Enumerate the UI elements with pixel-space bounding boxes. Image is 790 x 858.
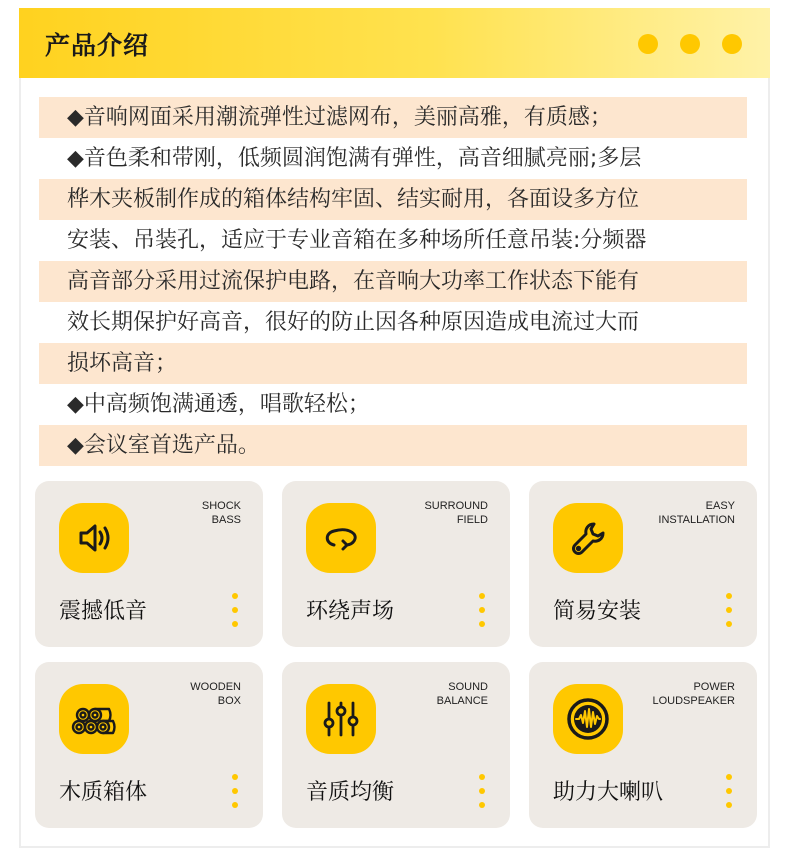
feature-en-line: SURROUND — [424, 500, 488, 512]
feature-en-line: EASY — [705, 500, 735, 512]
feature-en-label — [378, 680, 488, 708]
description-line: 桦木夹板制作成的箱体结构牢固、结实耐用，各面设多方位 — [39, 179, 747, 220]
decor-dot — [680, 34, 700, 54]
description-line: 损坏高音； — [39, 343, 747, 384]
more-options-icon[interactable] — [725, 593, 733, 627]
feature-card-shock-bass — [35, 481, 263, 647]
feature-card-power-loudspeaker — [529, 662, 757, 828]
equalizer-sliders-icon — [306, 684, 376, 754]
feature-card-sound-balance — [282, 662, 510, 828]
feature-cn-label: 助力大喇叭 — [553, 780, 664, 805]
section-title: 产品介绍 — [45, 31, 150, 60]
description-line: 效长期保护好高音，很好的防止因各种原因造成电流过大而 — [67, 310, 640, 335]
feature-en-line: BOX — [217, 695, 241, 707]
feature-en-label — [378, 499, 488, 527]
header-dots — [638, 34, 742, 54]
decor-dot — [638, 34, 658, 54]
description-line: 安装、吊装孔，适应于专业音箱在多种场所任意吊装:分频器 — [67, 228, 647, 253]
description-line: ◆音响网面采用潮流弹性过滤网布，美丽高雅，有质感； — [39, 97, 747, 138]
loudspeaker-wave-icon — [553, 684, 623, 754]
description-line: ◆音色柔和带刚，低频圆润饱满有弹性，高音细腻亮丽;多层 — [67, 146, 642, 171]
feature-en-label — [625, 680, 735, 708]
feature-cn-label: 环绕声场 — [306, 599, 395, 624]
feature-en-label — [625, 499, 735, 527]
description-line: ◆会议室首选产品。 — [39, 425, 747, 466]
product-description — [39, 97, 747, 466]
description-line: 高音部分采用过流保护电路，在音响大功率工作状态下能有 — [39, 261, 747, 302]
decor-dot — [722, 34, 742, 54]
more-options-icon[interactable] — [478, 593, 486, 627]
feature-en-label — [131, 680, 241, 708]
more-options-icon[interactable] — [725, 774, 733, 808]
feature-en-line: LOUDSPEAKER — [652, 695, 735, 707]
wrench-icon — [553, 503, 623, 573]
feature-en-line: FIELD — [456, 514, 488, 526]
feature-card-wooden-box — [35, 662, 263, 828]
wood-logs-icon — [59, 684, 129, 754]
feature-en-line: INSTALLATION — [658, 514, 735, 526]
feature-en-line: BALANCE — [436, 695, 488, 707]
speaker-sound-icon — [59, 503, 129, 573]
feature-en-label — [131, 499, 241, 527]
feature-card-surround-field — [282, 481, 510, 647]
feature-cn-label: 音质均衡 — [306, 780, 395, 805]
feature-card-easy-installation — [529, 481, 757, 647]
section-header — [19, 8, 770, 78]
feature-en-line: WOODEN — [190, 681, 241, 693]
more-options-icon[interactable] — [231, 774, 239, 808]
feature-cn-label: 震撼低音 — [59, 599, 148, 624]
feature-en-line: SHOCK — [201, 500, 241, 512]
description-line: ◆中高频饱满通透，唱歌轻松； — [67, 392, 370, 417]
surround-loop-icon — [306, 503, 376, 573]
feature-cn-label: 简易安装 — [553, 599, 642, 624]
feature-en-line: POWER — [693, 681, 735, 693]
more-options-icon[interactable] — [231, 593, 239, 627]
feature-cn-label: 木质箱体 — [59, 780, 148, 805]
feature-en-line: SOUND — [448, 681, 488, 693]
feature-en-line: BASS — [211, 514, 241, 526]
more-options-icon[interactable] — [478, 774, 486, 808]
